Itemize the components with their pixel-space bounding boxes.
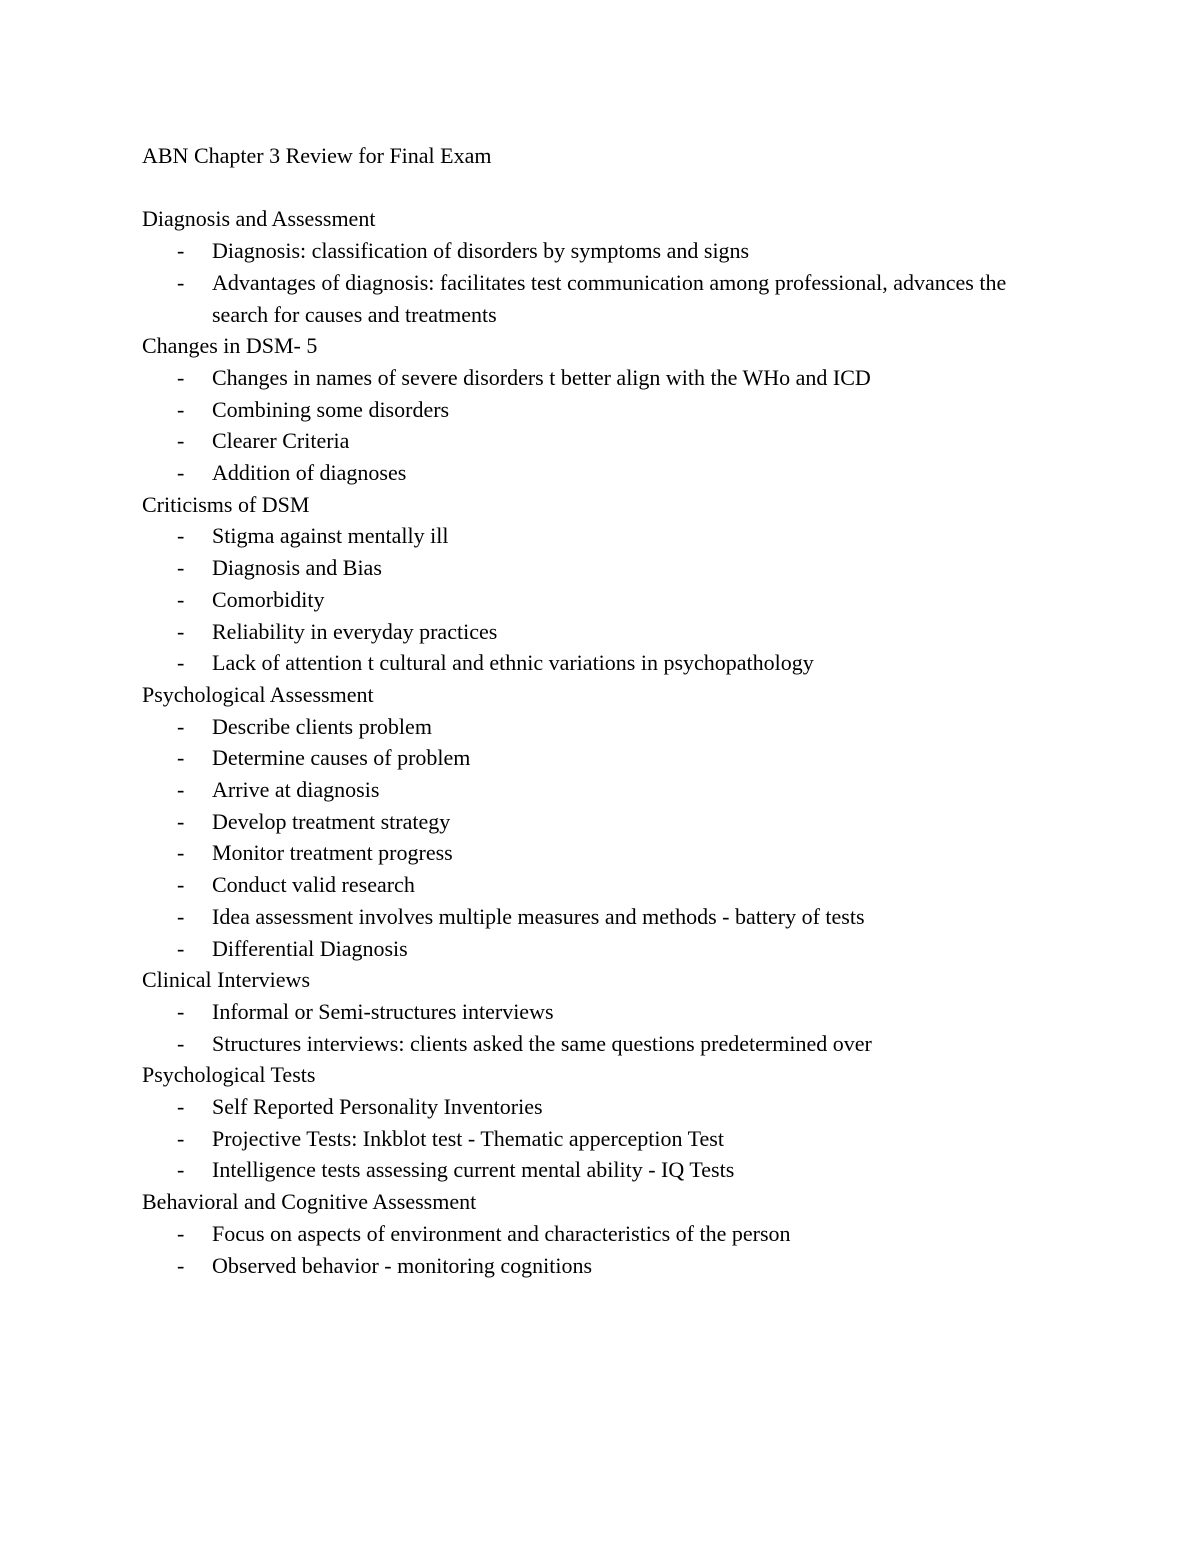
section-clinical-interviews xyxy=(142,964,1042,1059)
dash-bullet: - xyxy=(177,808,185,834)
bullet-item xyxy=(142,552,1042,584)
bullet-text: Projective Tests: Inkblot test - Thematic apperception Test xyxy=(212,1125,724,1151)
section-heading: Clinical Interviews xyxy=(142,967,311,993)
bullet-item xyxy=(142,267,1042,330)
section-heading: Psychological Tests xyxy=(142,1062,316,1088)
dash-bullet: - xyxy=(177,523,185,549)
section-psychological-assessment xyxy=(142,679,1042,964)
dash-bullet: - xyxy=(177,1094,185,1120)
bullet-item xyxy=(142,520,1042,552)
bullet-text: Determine causes of problem xyxy=(212,745,471,771)
section-behavioral-and-cognitive-assessment xyxy=(142,1186,1042,1281)
bullet-item xyxy=(142,362,1042,394)
bullet-item xyxy=(142,647,1042,679)
bullet-item xyxy=(142,394,1042,426)
bullet-list xyxy=(142,520,1042,679)
bullet-text: Differential Diagnosis xyxy=(212,935,408,961)
document-title: ABN Chapter 3 Review for Final Exam xyxy=(142,143,492,168)
bullet-list xyxy=(142,235,1042,330)
bullet-text: Comorbidity xyxy=(212,586,325,612)
dash-bullet: - xyxy=(177,364,185,390)
bullet-item xyxy=(142,1028,1042,1060)
dash-bullet: - xyxy=(177,396,185,422)
bullet-list xyxy=(142,362,1042,489)
dash-bullet: - xyxy=(177,238,185,264)
bullet-item xyxy=(142,996,1042,1028)
bullet-text: Combining some disorders xyxy=(212,396,450,422)
section-heading: Psychological Assessment xyxy=(142,681,374,707)
bullet-text: Diagnosis: classification of disorders by symptoms and signs xyxy=(212,238,750,264)
bullet-item xyxy=(142,1154,1042,1186)
bullet-text: Develop treatment strategy xyxy=(212,808,451,834)
bullet-list xyxy=(142,1091,1042,1186)
bullet-text: Conduct valid research xyxy=(212,872,415,898)
dash-bullet: - xyxy=(177,998,185,1024)
dash-bullet: - xyxy=(177,903,185,929)
bullet-text: Self Reported Personality Inventories xyxy=(212,1094,543,1120)
dash-bullet: - xyxy=(177,777,185,803)
blank-line xyxy=(142,172,1042,204)
section-changes-in-dsm-5 xyxy=(142,330,1042,489)
bullet-item xyxy=(142,806,1042,838)
bullet-text: Stigma against mentally ill xyxy=(212,523,449,549)
dash-bullet: - xyxy=(177,650,185,676)
bullet-text: Changes in names of severe disorders t better align with the WHo and ICD xyxy=(212,364,871,390)
bullet-item xyxy=(142,869,1042,901)
section-diagnosis-and-assessment xyxy=(142,203,1042,330)
section-criticisms-of-dsm xyxy=(142,489,1042,679)
bullet-text: Idea assessment involves multiple measures and methods - battery of tests xyxy=(212,903,865,929)
section-heading: Behavioral and Cognitive Assessment xyxy=(142,1189,477,1215)
section-heading: Changes in DSM- 5 xyxy=(142,333,318,359)
bullet-list xyxy=(142,996,1042,1059)
bullet-item xyxy=(142,901,1042,933)
dash-bullet: - xyxy=(177,935,185,961)
dash-bullet: - xyxy=(177,555,185,581)
bullet-item xyxy=(142,933,1042,965)
bullet-text: Addition of diagnoses xyxy=(212,460,407,486)
document-body xyxy=(142,140,1042,1281)
bullet-list xyxy=(142,1218,1042,1281)
bullet-text: Lack of attention t cultural and ethnic variations in psychopathology xyxy=(212,650,814,676)
section-psychological-tests xyxy=(142,1059,1042,1186)
bullet-text: Clearer Criteria xyxy=(212,428,350,454)
bullet-item xyxy=(142,425,1042,457)
bullet-item xyxy=(142,457,1042,489)
dash-bullet: - xyxy=(177,428,185,454)
bullet-item xyxy=(142,1123,1042,1155)
bullet-item xyxy=(142,1250,1042,1282)
bullet-text: Intelligence tests assessing current mental ability - IQ Tests xyxy=(212,1157,735,1183)
dash-bullet: - xyxy=(177,872,185,898)
bullet-item xyxy=(142,616,1042,648)
bullet-list xyxy=(142,711,1042,965)
bullet-text: Structures interviews: clients asked the same questions predetermined over xyxy=(212,1030,872,1056)
dash-bullet: - xyxy=(177,1030,185,1056)
bullet-text: Reliability in everyday practices xyxy=(212,618,498,644)
dash-bullet: - xyxy=(177,1252,185,1278)
bullet-text: Monitor treatment progress xyxy=(212,840,453,866)
bullet-text: Observed behavior - monitoring cognitions xyxy=(212,1252,593,1278)
dash-bullet: - xyxy=(177,840,185,866)
bullet-item xyxy=(142,1218,1042,1250)
bullet-item xyxy=(142,584,1042,616)
bullet-text: Arrive at diagnosis xyxy=(212,777,380,803)
dash-bullet: - xyxy=(177,1157,185,1183)
bullet-item xyxy=(142,711,1042,743)
dash-bullet: - xyxy=(177,460,185,486)
bullet-text: Describe clients problem xyxy=(212,713,432,739)
dash-bullet: - xyxy=(177,713,185,739)
dash-bullet: - xyxy=(177,618,185,644)
dash-bullet: - xyxy=(177,745,185,771)
bullet-text: Focus on aspects of environment and characteristics of the person xyxy=(212,1220,791,1246)
bullet-item xyxy=(142,742,1042,774)
section-heading: Diagnosis and Assessment xyxy=(142,206,376,232)
dash-bullet: - xyxy=(177,586,185,612)
bullet-item xyxy=(142,1091,1042,1123)
bullet-text: Informal or Semi-structures interviews xyxy=(212,998,554,1024)
dash-bullet: - xyxy=(177,269,185,295)
bullet-text: Advantages of diagnosis: facilitates test communication among professional, advances the search for causes and treatments xyxy=(212,269,1007,327)
dash-bullet: - xyxy=(177,1125,185,1151)
bullet-item xyxy=(142,235,1042,267)
bullet-item xyxy=(142,774,1042,806)
bullet-item xyxy=(142,837,1042,869)
dash-bullet: - xyxy=(177,1220,185,1246)
section-heading: Criticisms of DSM xyxy=(142,491,310,517)
bullet-text: Diagnosis and Bias xyxy=(212,555,382,581)
